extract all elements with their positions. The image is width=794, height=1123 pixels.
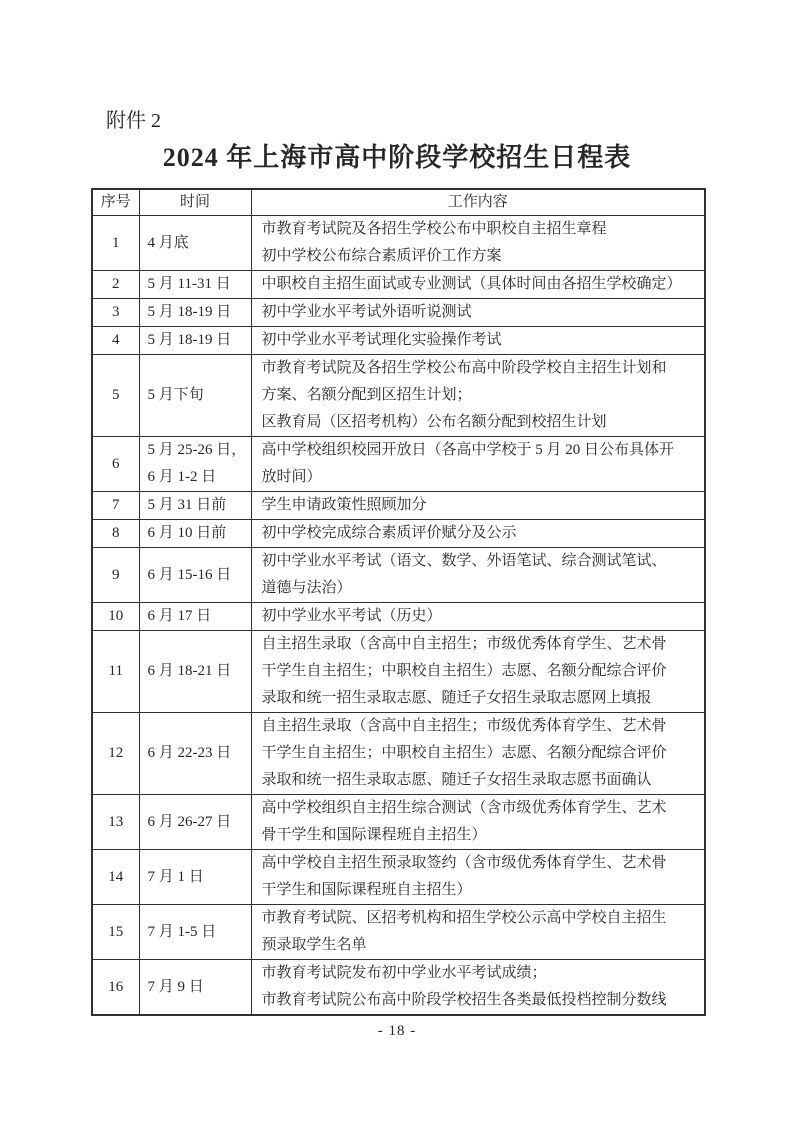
column-header-number: 序号: [92, 189, 139, 216]
row-number-cell: 8: [92, 520, 139, 548]
content-line: 市教育考试院及各招生学校公布高中阶段学校自主招生计划和: [261, 360, 667, 376]
content-line: 初中学业水平考试（语文、数学、外语笔试、综合测试笔试、: [261, 553, 667, 569]
row-time-cell: [139, 603, 251, 631]
row-content-cell: [251, 492, 705, 520]
page-title: 2024 年上海市高中阶段学校招生日程表: [162, 143, 632, 172]
row-content-cell: [251, 795, 705, 850]
row-time-cell: [139, 327, 251, 355]
content-line: 干学生和国际课程班自主招生）: [261, 882, 472, 898]
time-line: 6 月 10 日前: [147, 525, 227, 541]
content-line: 市教育考试院及各招生学校公布中职校自主招生章程: [261, 221, 607, 237]
time-line: 6 月 18-21 日: [147, 663, 232, 679]
row-content-cell: [251, 520, 705, 548]
row-content-cell: [251, 631, 705, 713]
content-line: 骨干学生和国际课程班自主招生）: [261, 827, 487, 843]
content-line: 自主招生录取（含高中自主招生；市级优秀体育学生、艺术骨: [261, 636, 667, 652]
row-time-cell: [139, 355, 251, 437]
row-content-cell: [251, 960, 705, 1016]
content-line: 道德与法治）: [261, 580, 352, 596]
row-time-cell: [139, 548, 251, 603]
row-time-cell: [139, 271, 251, 299]
time-line: 5 月 11-31 日: [147, 276, 231, 292]
content-line: 区教育局（区招考机构）公布名额分配到校招生计划: [261, 414, 607, 430]
row-number-cell: 4: [92, 327, 139, 355]
content-line: 初中学业水平考试理化实验操作考试: [261, 332, 502, 348]
row-time-cell: [139, 960, 251, 1016]
row-time-cell: [139, 492, 251, 520]
time-line: 5 月 18-19 日: [147, 304, 232, 320]
row-number-cell: 12: [92, 713, 139, 795]
row-time-cell: [139, 905, 251, 960]
time-line: 6 月 22-23 日: [147, 745, 232, 761]
table-row: [92, 271, 705, 299]
content-line: 高中学校自主招生预录取签约（含市级优秀体育学生、艺术骨: [261, 855, 667, 871]
content-line: 初中学业水平考试外语听说测试: [261, 304, 472, 320]
content-line: 学生申请政策性照顾加分: [261, 497, 427, 513]
time-line: 5 月 25-26 日，: [147, 442, 247, 458]
row-time-cell: [139, 437, 251, 492]
time-line: 7 月 9 日: [147, 978, 204, 995]
time-line: 6 月 15-16 日: [147, 566, 232, 583]
table-row: [92, 492, 705, 520]
content-line: 初中学校公布综合素质评价工作方案: [261, 248, 502, 264]
table-row: [92, 355, 705, 437]
row-number-cell: 7: [92, 492, 139, 520]
row-time-cell: [139, 850, 251, 905]
schedule-table: [91, 188, 706, 1016]
row-number-cell: 15: [92, 905, 139, 960]
content-line: 高中学校组织校园开放日（各高中学校于 5 月 20 日公布具体开: [261, 442, 675, 458]
row-number-cell: 5: [92, 355, 139, 437]
table-row: [92, 960, 705, 1016]
row-content-cell: [251, 548, 705, 603]
content-line: 放时间）: [261, 469, 322, 485]
table-row: [92, 548, 705, 603]
content-line: 市教育考试院公布高中阶段学校招生各类最低投档控制分数线: [261, 992, 667, 1008]
time-line: 5 月 18-19 日: [147, 332, 232, 348]
time-line: 4 月底: [147, 234, 189, 251]
time-line: 6 月 17 日: [147, 608, 212, 624]
content-line: 市教育考试院发布初中学业水平考试成绩；: [261, 965, 547, 981]
time-line: 7 月 1 日: [147, 868, 204, 885]
table-row: [92, 437, 705, 492]
time-line: 5 月下旬: [147, 387, 204, 403]
row-content-cell: [251, 850, 705, 905]
row-number-cell: 10: [92, 603, 139, 631]
table-row: [92, 216, 705, 271]
content-line: 录取和统一招生录取志愿、随迁子女招生录取志愿书面确认: [261, 772, 652, 788]
table-row: [92, 713, 705, 795]
row-time-cell: [139, 713, 251, 795]
row-content-cell: [251, 327, 705, 355]
row-content-cell: [251, 603, 705, 631]
row-time-cell: [139, 299, 251, 327]
content-line: 市教育考试院、区招考机构和招生学校公示高中学校自主招生: [261, 910, 667, 926]
attachment-label: 附件 2: [106, 110, 161, 132]
row-time-cell: [139, 631, 251, 713]
page-number: - 18 -: [377, 1023, 417, 1039]
row-number-cell: 13: [92, 795, 139, 850]
row-number-cell: 16: [92, 960, 139, 1016]
row-content-cell: [251, 299, 705, 327]
content-line: 干学生自主招生；中职校自主招生）志愿、名额分配综合评价: [261, 745, 667, 761]
table-row: [92, 520, 705, 548]
table-row: [92, 603, 705, 631]
table-row: [92, 850, 705, 905]
row-number-cell: 14: [92, 850, 139, 905]
content-line: 预录取学生名单: [261, 937, 367, 953]
schedule-table-body: [92, 216, 705, 1016]
time-line: 6 月 1-2 日: [147, 469, 217, 485]
row-content-cell: [251, 713, 705, 795]
row-time-cell: [139, 795, 251, 850]
content-line: 干学生自主招生；中职校自主招生）志愿、名额分配综合评价: [261, 663, 667, 679]
content-line: 中职校自主招生面试或专业测试（具体时间由各招生学校确定）: [261, 276, 682, 292]
content-line: 录取和统一招生录取志愿、随迁子女招生录取志愿网上填报: [261, 690, 652, 706]
content-line: 方案、名额分配到区招生计划；: [261, 387, 472, 403]
row-content-cell: [251, 905, 705, 960]
table-row: [92, 795, 705, 850]
column-header-time: 时间: [139, 189, 251, 216]
time-line: 5 月 31 日前: [147, 497, 227, 513]
row-number-cell: 11: [92, 631, 139, 713]
content-line: 高中学校组织自主招生综合测试（含市级优秀体育学生、艺术: [261, 800, 667, 816]
table-row: [92, 905, 705, 960]
table-row: [92, 299, 705, 327]
row-content-cell: [251, 216, 705, 271]
row-time-cell: [139, 520, 251, 548]
row-number-cell: 6: [92, 437, 139, 492]
table-header-row: [92, 189, 705, 216]
column-header-work: 工作内容: [251, 189, 705, 216]
table-row: [92, 327, 705, 355]
content-line: 初中学业水平考试（历史）: [261, 608, 442, 624]
time-line: 7 月 1-5 日: [147, 923, 217, 940]
content-line: 初中学校完成综合素质评价赋分及公示: [261, 525, 517, 541]
row-content-cell: [251, 355, 705, 437]
row-number-cell: 3: [92, 299, 139, 327]
row-time-cell: [139, 216, 251, 271]
table-row: [92, 631, 705, 713]
row-content-cell: [251, 437, 705, 492]
row-number-cell: 2: [92, 271, 139, 299]
row-number-cell: 9: [92, 548, 139, 603]
time-line: 6 月 26-27 日: [147, 813, 232, 830]
row-number-cell: 1: [92, 216, 139, 271]
row-content-cell: [251, 271, 705, 299]
content-line: 自主招生录取（含高中自主招生；市级优秀体育学生、艺术骨: [261, 718, 667, 734]
